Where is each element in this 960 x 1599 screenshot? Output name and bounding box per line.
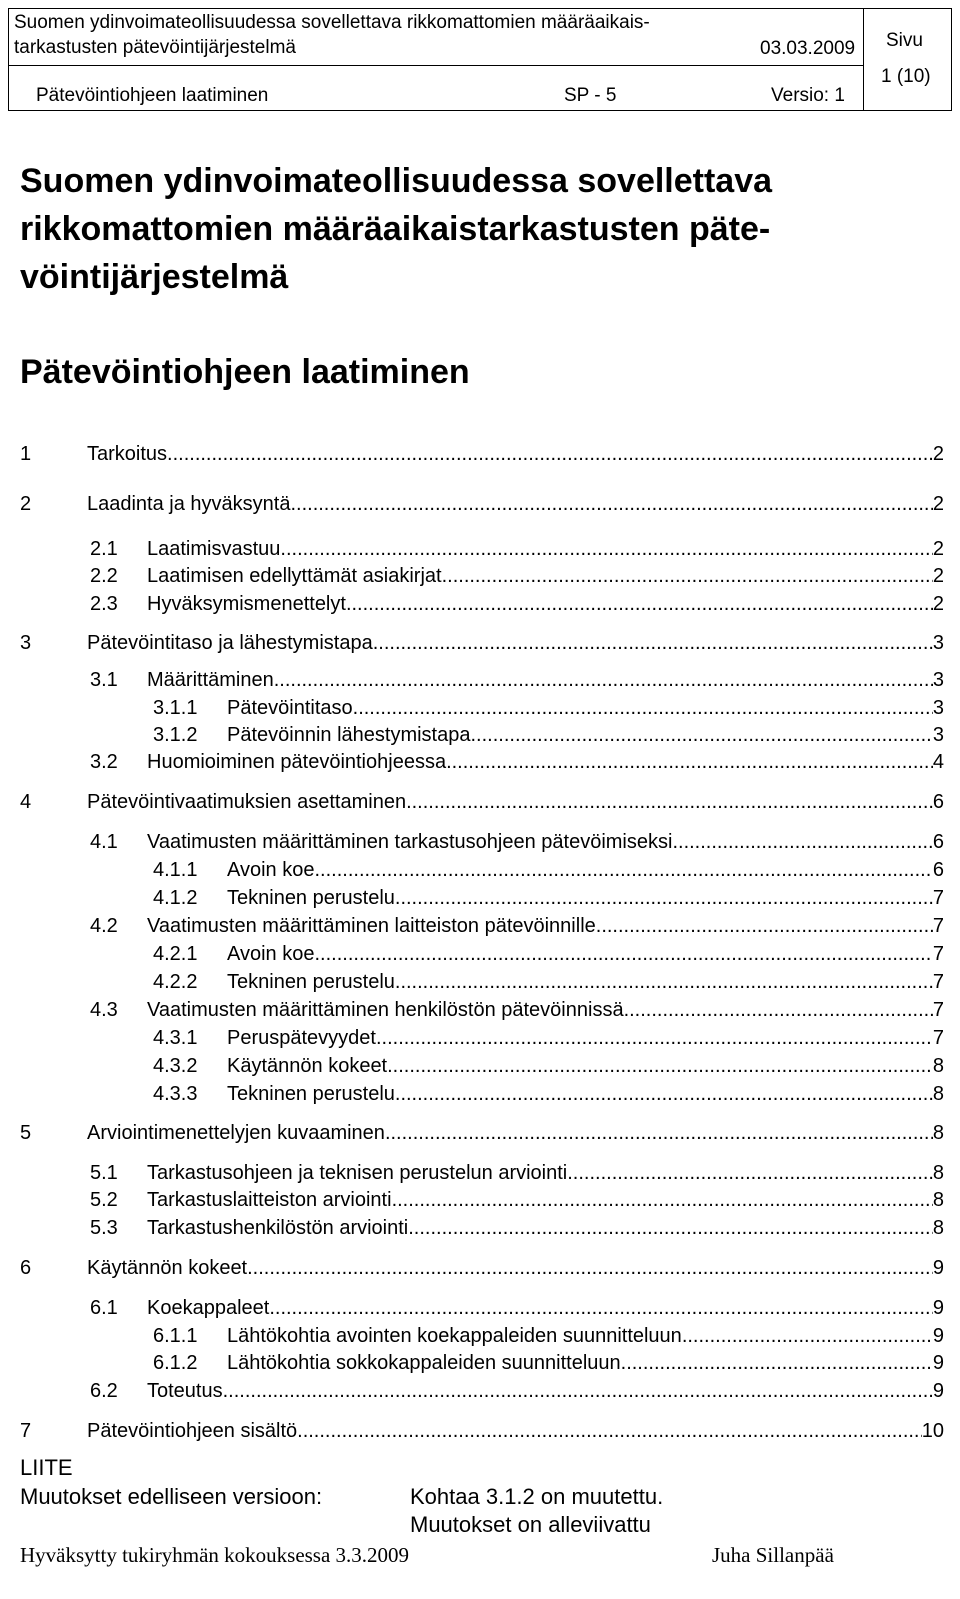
toc-leader-dots bbox=[385, 1121, 933, 1145]
toc-leader-dots bbox=[167, 442, 933, 466]
toc-entry-page: 7 bbox=[932, 943, 944, 965]
toc-entry[interactable] bbox=[20, 1080, 944, 1106]
toc-entry-page: 8 bbox=[932, 1162, 944, 1184]
header-date: 03.03.2009 bbox=[760, 38, 856, 59]
toc-entry-number: 5.1 bbox=[90, 1162, 118, 1184]
toc-entry-label: Toteutus bbox=[147, 1380, 223, 1402]
toc-leader-dots bbox=[314, 942, 932, 966]
header-version: Versio: 1 bbox=[771, 85, 845, 106]
toc-entry-label: Tarkastuslaitteiston arviointi bbox=[147, 1189, 392, 1211]
header-page-cell bbox=[863, 8, 952, 111]
toc-entry-number: 3 bbox=[20, 632, 32, 654]
toc-entry-label: Tekninen perustelu bbox=[227, 887, 395, 909]
toc-entry[interactable] bbox=[20, 912, 944, 938]
toc-entry[interactable] bbox=[20, 666, 944, 692]
toc-entry-page: 9 bbox=[932, 1352, 944, 1374]
toc-entry-page: 9 bbox=[932, 1325, 944, 1347]
toc-leader-dots bbox=[567, 1161, 933, 1185]
header-doc-title-line2: tarkastusten pätevöintijärjestelmä bbox=[14, 37, 296, 58]
toc-entry-label: Tarkoitus bbox=[87, 443, 168, 465]
toc-entry-page: 3 bbox=[932, 669, 944, 691]
toc-leader-dots bbox=[406, 790, 933, 814]
toc-entry-label: Avoin koe bbox=[227, 943, 315, 965]
toc-entry[interactable] bbox=[20, 1349, 944, 1375]
toc-entry-page: 8 bbox=[932, 1083, 944, 1105]
toc-entry-number: 3.1 bbox=[90, 669, 118, 691]
header-section: Pätevöintiohjeen laatiminen bbox=[36, 85, 269, 106]
toc-leader-dots bbox=[621, 1351, 933, 1375]
toc-entry[interactable] bbox=[20, 440, 944, 466]
toc-entry-label: Koekappaleet bbox=[147, 1297, 270, 1319]
toc-entry-number: 6.1.2 bbox=[153, 1352, 198, 1374]
toc-entry-number: 3.2 bbox=[90, 751, 118, 773]
toc-entry-number: 5.3 bbox=[90, 1217, 118, 1239]
toc-leader-dots bbox=[395, 886, 933, 910]
toc-entry-label: Arviointimenettelyjen kuvaaminen bbox=[87, 1122, 385, 1144]
toc-entry-page: 8 bbox=[932, 1122, 944, 1144]
toc-entry-label: Tekninen perustelu bbox=[227, 1083, 395, 1105]
toc-entry[interactable] bbox=[20, 1119, 944, 1145]
toc-entry[interactable] bbox=[20, 968, 944, 994]
toc-leader-dots bbox=[392, 1188, 933, 1212]
toc-entry-page: 3 bbox=[932, 697, 944, 719]
toc-leader-dots bbox=[624, 998, 933, 1022]
toc-entry-number: 3.1.1 bbox=[153, 697, 198, 719]
header-page-label: Sivu bbox=[886, 30, 923, 51]
toc-entry-label: Laatimisen edellyttämät asiakirjat bbox=[147, 565, 442, 587]
toc-entry-page: 7 bbox=[932, 971, 944, 993]
toc-entry[interactable] bbox=[20, 694, 944, 720]
changes-text-line2: Muutokset on alleviivattu bbox=[410, 1512, 651, 1537]
toc-entry[interactable] bbox=[20, 590, 944, 616]
toc-entry[interactable] bbox=[20, 490, 944, 516]
toc-entry-page: 4 bbox=[932, 751, 944, 773]
toc-entry-number: 6.1 bbox=[90, 1297, 118, 1319]
toc-entry[interactable] bbox=[20, 1322, 944, 1348]
toc-entry-label: Käytännön kokeet bbox=[227, 1055, 388, 1077]
toc-entry-label: Pätevöintivaatimuksien asettaminen bbox=[87, 791, 407, 813]
toc-leader-dots bbox=[290, 492, 932, 516]
toc-entry-label: Huomioiminen pätevöintiohjeessa bbox=[147, 751, 447, 773]
toc-entry-label: Pätevöinnin lähestymistapa bbox=[227, 724, 471, 746]
document-header bbox=[8, 8, 952, 111]
toc-entry-number: 5 bbox=[20, 1122, 32, 1144]
toc-entry-label: Pätevöintitaso bbox=[227, 697, 353, 719]
toc-entry[interactable] bbox=[20, 940, 944, 966]
author-name: Juha Sillanpää bbox=[712, 1543, 834, 1567]
toc-leader-dots bbox=[395, 970, 933, 994]
toc-entry-page: 6 bbox=[932, 791, 944, 813]
toc-entry[interactable] bbox=[20, 629, 944, 655]
header-code: SP - 5 bbox=[564, 85, 617, 106]
toc-entry[interactable] bbox=[20, 1024, 944, 1050]
toc-entry-page: 8 bbox=[932, 1217, 944, 1239]
toc-leader-dots bbox=[223, 1379, 933, 1403]
toc-entry-label: Lähtökohtia avointen koekappaleiden suunnitteluun bbox=[227, 1325, 682, 1347]
toc-entry-number: 4.2.1 bbox=[153, 943, 198, 965]
toc-entry-label: Tarkastushenkilöstön arviointi bbox=[147, 1217, 409, 1239]
toc-leader-dots bbox=[682, 1324, 933, 1348]
toc-entry-label: Hyväksymismenettelyt bbox=[147, 593, 346, 615]
toc-leader-dots bbox=[314, 858, 932, 882]
toc-entry-page: 7 bbox=[932, 887, 944, 909]
toc-leader-dots bbox=[470, 723, 932, 747]
toc-entry-number: 6.2 bbox=[90, 1380, 118, 1402]
document-subtitle: Pätevöintiohjeen laatiminen bbox=[20, 353, 470, 391]
toc-entry[interactable] bbox=[20, 996, 944, 1022]
toc-entry-number: 4.1 bbox=[90, 831, 118, 853]
toc-entry-label: Käytännön kokeet bbox=[87, 1257, 248, 1279]
toc-leader-dots bbox=[387, 1054, 933, 1078]
toc-entry-number: 4.1.1 bbox=[153, 859, 198, 881]
toc-leader-dots bbox=[297, 1419, 922, 1443]
toc-leader-dots bbox=[247, 1256, 933, 1280]
toc-entry-number: 4.3.2 bbox=[153, 1055, 198, 1077]
toc-entry[interactable] bbox=[20, 828, 944, 854]
toc-entry[interactable] bbox=[20, 1214, 944, 1240]
toc-entry-page: 7 bbox=[932, 999, 944, 1021]
toc-entry[interactable] bbox=[20, 788, 944, 814]
toc-entry-label: Pätevöintiohjeen sisältö bbox=[87, 1420, 298, 1442]
toc-leader-dots bbox=[373, 631, 933, 655]
toc-entry-page: 2 bbox=[932, 593, 944, 615]
toc-entry-label: Avoin koe bbox=[227, 859, 315, 881]
toc-entry-page: 2 bbox=[932, 538, 944, 560]
header-doc-title-line1: Suomen ydinvoimateollisuudessa sovellettava rikkomattomien määräaikais- bbox=[14, 12, 650, 33]
toc-entry-page: 2 bbox=[932, 493, 944, 515]
toc-leader-dots bbox=[353, 696, 933, 720]
toc-entry[interactable] bbox=[20, 884, 944, 910]
toc-entry-page: 2 bbox=[932, 565, 944, 587]
toc-entry-number: 4.2 bbox=[90, 915, 118, 937]
toc-entry-page: 7 bbox=[932, 1027, 944, 1049]
toc-entry-label: Tekninen perustelu bbox=[227, 971, 395, 993]
toc-entry[interactable] bbox=[20, 562, 944, 588]
toc-entry-number: 5.2 bbox=[90, 1189, 118, 1211]
toc-entry-number: 7 bbox=[20, 1420, 32, 1442]
toc-entry-number: 4.3 bbox=[90, 999, 118, 1021]
toc-leader-dots bbox=[596, 914, 933, 938]
toc-entry[interactable] bbox=[20, 1417, 944, 1443]
changes-label: Muutokset edelliseen versioon: bbox=[20, 1484, 323, 1509]
toc-entry-page: 8 bbox=[932, 1189, 944, 1211]
header-page-value: 1 (10) bbox=[881, 66, 931, 87]
toc-entry-label: Vaatimusten määrittäminen henkilöstön pätevöinnissä bbox=[147, 999, 624, 1021]
toc-entry-label: Lähtökohtia sokkokappaleiden suunnitteluun bbox=[227, 1352, 621, 1374]
toc-entry-number: 6.1.1 bbox=[153, 1325, 198, 1347]
toc-entry-number: 4.3.1 bbox=[153, 1027, 198, 1049]
approval-note: Hyväksytty tukiryhmän kokouksessa 3.3.2009 bbox=[20, 1543, 410, 1567]
toc-leader-dots bbox=[408, 1216, 933, 1240]
toc-leader-dots bbox=[274, 668, 933, 692]
toc-entry-page: 6 bbox=[932, 859, 944, 881]
toc-entry-number: 4 bbox=[20, 791, 32, 813]
changes-text-line1: Kohtaa 3.1.2 on muutettu. bbox=[410, 1484, 664, 1509]
toc-entry-number: 3.1.2 bbox=[153, 724, 198, 746]
toc-entry[interactable] bbox=[20, 1052, 944, 1078]
toc-entry-number: 1 bbox=[20, 443, 32, 465]
document-title-line2: rikkomattomien määräaikaistarkastusten päte- bbox=[20, 210, 771, 248]
toc-entry-label: Tarkastusohjeen ja teknisen perustelun arviointi bbox=[147, 1162, 568, 1184]
toc-entry-page: 9 bbox=[932, 1257, 944, 1279]
toc-entry-page: 2 bbox=[932, 443, 944, 465]
toc-entry[interactable] bbox=[20, 856, 944, 882]
toc-entry[interactable] bbox=[20, 1294, 944, 1320]
toc-entry-label: Vaatimusten määrittäminen tarkastusohjeen pätevöimiseksi bbox=[147, 831, 673, 853]
toc-entry[interactable] bbox=[20, 535, 944, 561]
toc-entry-label: Määrittäminen bbox=[147, 669, 274, 691]
toc-leader-dots bbox=[442, 564, 933, 588]
toc-entry-page: 7 bbox=[932, 915, 944, 937]
toc-entry-number: 2.3 bbox=[90, 593, 118, 615]
toc-entry-label: Laatimisvastuu bbox=[147, 538, 281, 560]
toc-entry-page: 9 bbox=[932, 1380, 944, 1402]
document-title-line1: Suomen ydinvoimateollisuudessa sovellettava bbox=[20, 162, 773, 200]
toc-entry-label: Pätevöintitaso ja lähestymistapa bbox=[87, 632, 373, 654]
toc-leader-dots bbox=[376, 1026, 933, 1050]
toc-entry-page: 10 bbox=[921, 1420, 944, 1442]
toc-entry-number: 4.2.2 bbox=[153, 971, 198, 993]
toc-entry-label: Peruspätevyydet bbox=[227, 1027, 376, 1049]
toc-entry[interactable] bbox=[20, 721, 944, 747]
toc-entry[interactable] bbox=[20, 1254, 944, 1280]
toc-leader-dots bbox=[672, 830, 932, 854]
toc-entry[interactable] bbox=[20, 1159, 944, 1185]
toc-entry-number: 4.1.2 bbox=[153, 887, 198, 909]
toc-leader-dots bbox=[446, 750, 933, 774]
toc-entry-number: 6 bbox=[20, 1257, 32, 1279]
appendix-label: LIITE bbox=[20, 1455, 73, 1480]
toc-entry-number: 2 bbox=[20, 493, 32, 515]
document-title-line3: vöintijärjestelmä bbox=[20, 258, 289, 296]
toc-leader-dots bbox=[269, 1296, 933, 1320]
toc-leader-dots bbox=[346, 592, 933, 616]
toc-entry-page: 9 bbox=[932, 1297, 944, 1319]
toc-entry[interactable] bbox=[20, 1377, 944, 1403]
toc-entry-number: 2.1 bbox=[90, 538, 118, 560]
toc-entry[interactable] bbox=[20, 748, 944, 774]
toc-entry-label: Laadinta ja hyväksyntä bbox=[87, 493, 291, 515]
toc-leader-dots bbox=[395, 1082, 933, 1106]
toc-entry-label: Vaatimusten määrittäminen laitteiston pätevöinnille bbox=[147, 915, 596, 937]
toc-entry-number: 2.2 bbox=[90, 565, 118, 587]
toc-entry-page: 8 bbox=[932, 1055, 944, 1077]
toc-entry[interactable] bbox=[20, 1186, 944, 1212]
toc-leader-dots bbox=[280, 537, 932, 561]
toc-entry-number: 4.3.3 bbox=[153, 1083, 198, 1105]
toc-entry-page: 6 bbox=[932, 831, 944, 853]
toc-entry-page: 3 bbox=[932, 632, 944, 654]
toc-entry-page: 3 bbox=[932, 724, 944, 746]
